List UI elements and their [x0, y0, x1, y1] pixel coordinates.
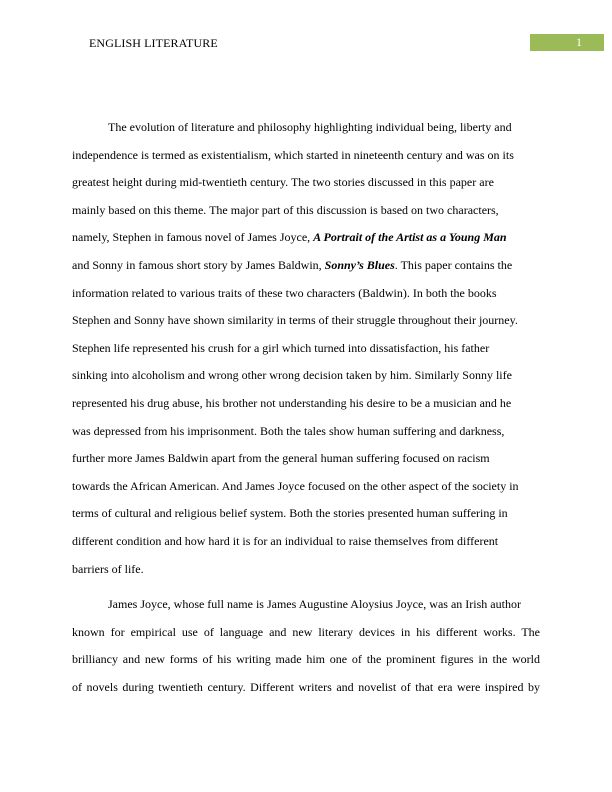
paragraph-line: brilliancy and new forms of his writing made him one of the prominent figures in the world	[72, 652, 540, 667]
paragraph-line: James Joyce, whose full name is James Augustine Aloysius Joyce, was an Irish author	[108, 597, 521, 612]
paragraph-line: information related to various traits of these two characters (Baldwin). In both the books	[72, 285, 497, 300]
page-number-badge	[530, 34, 604, 51]
paragraph-line: Stephen and Sonny have shown similarity in terms of their struggle throughout their journey.	[72, 313, 518, 328]
paragraph-line: sinking into alcoholism and wrong other wrong decision taken by him. Similarly Sonny life	[72, 368, 512, 383]
paragraph-line	[72, 252, 540, 280]
paragraph-line: Stephen life represented his crush for a girl which turned into dissatisfaction, his father	[72, 340, 490, 355]
paragraph-line: terms of cultural and religious belief system. Both the stories presented human suffering in	[72, 506, 508, 521]
paragraph-line: barriers of life.	[72, 561, 144, 576]
paragraph-line	[72, 224, 540, 252]
text-run: namely, Stephen in famous novel of James Joyce,	[72, 230, 314, 245]
running-header-title: ENGLISH LITERATURE	[89, 36, 218, 50]
paragraph-line: towards the African American. And James Joyce focused on the other aspect of the society in	[72, 478, 519, 493]
paragraph-line: known for empirical use of language and new literary devices in his different works. The	[72, 624, 540, 639]
paragraph-line: independence is termed as existentialism, which started in nineteenth century and was on its	[72, 147, 514, 162]
novel-title: A Portrait of the Artist as a Young Man	[313, 230, 507, 245]
paragraph-line: further more James Baldwin apart from the general human suffering focused on racism	[72, 451, 490, 466]
text-run: . This paper contains the	[394, 257, 513, 272]
paragraph-line: of novels during twentieth century. Different writers and novelist of that era were inspired by	[72, 679, 540, 694]
paragraph-2	[72, 591, 540, 701]
story-title: Sonny’s Blues	[324, 257, 395, 272]
paragraph-line: mainly based on this theme. The major part of this discussion is based on two characters,	[72, 202, 499, 217]
paragraph-1	[72, 114, 540, 583]
paragraph-line: greatest height during mid-twentieth century. The two stories discussed in this paper are	[72, 175, 494, 190]
document-body	[72, 114, 540, 701]
text-run: and Sonny in famous short story by James Baldwin,	[72, 257, 325, 272]
paragraph-line: different condition and how hard it is for an individual to raise themselves from different	[72, 533, 499, 548]
paragraph-line: was depressed from his imprisonment. Both the tales show human suffering and darkness,	[72, 423, 505, 438]
paragraph-line: The evolution of literature and philosophy highlighting individual being, liberty and	[108, 120, 512, 134]
paragraph-line: represented his drug abuse, his brother not understanding his desire to be a musician and he	[72, 395, 512, 410]
page-number: 1	[576, 35, 582, 49]
